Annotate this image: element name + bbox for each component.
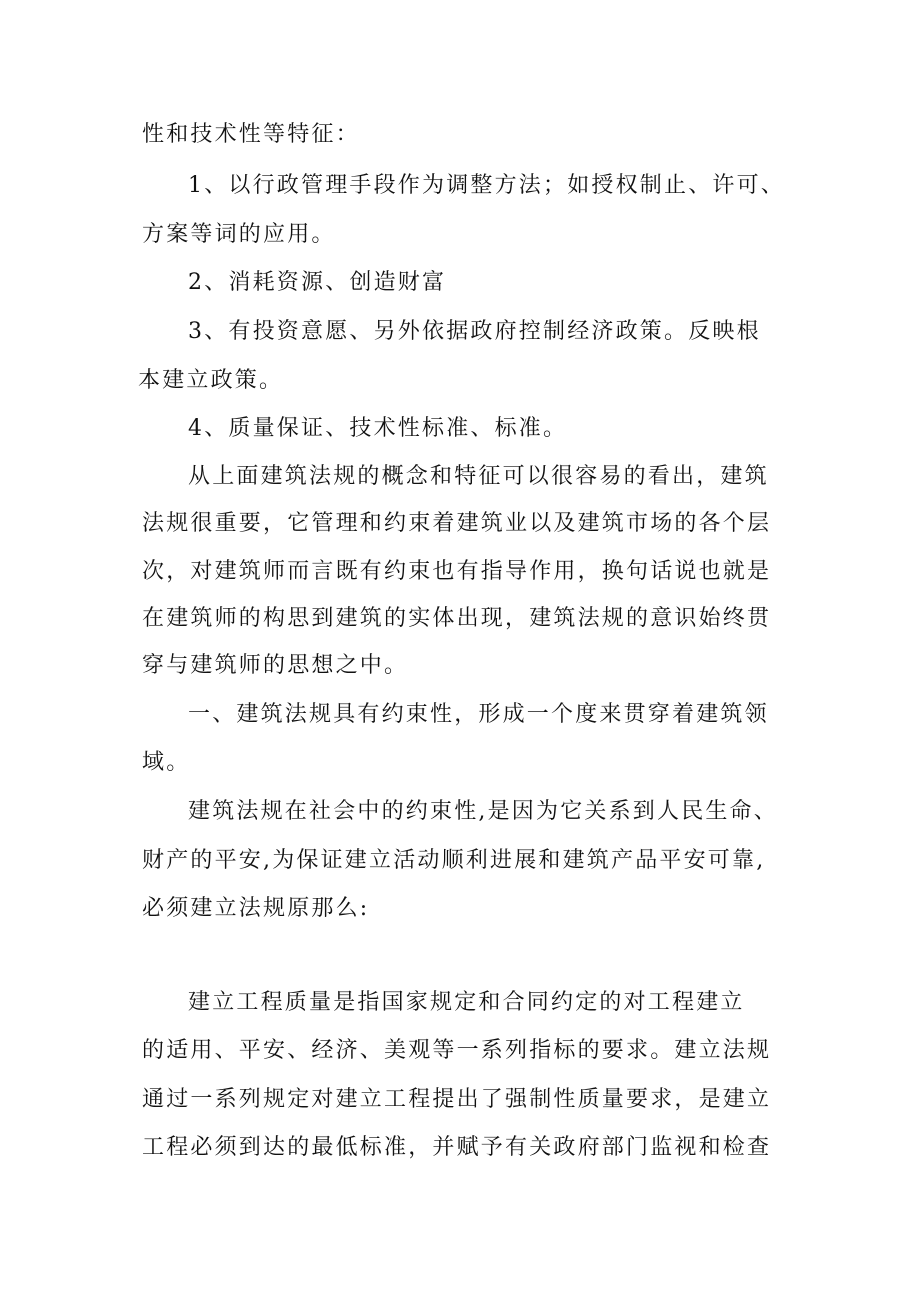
text-line: 从上面建筑法规的概念和特征可以很容易的看出，建筑 bbox=[188, 464, 769, 489]
text-line: 次，对建筑师而言既有约束也有指导作用，换句话说也就是 bbox=[142, 559, 772, 584]
text-line: 的适用、平安、经济、美观等一系列指标的要求。建立法规 bbox=[142, 1038, 772, 1063]
text-line: 通过一系列规定对建立工程提出了强制性质量要求，是建立 bbox=[142, 1087, 772, 1112]
text-line: 建立工程质量是指国家规定和合同约定的对工程建立 bbox=[188, 990, 745, 1015]
text-line: 性和技术性等特征： bbox=[142, 122, 360, 147]
text-line: 本建立政策。 bbox=[138, 368, 284, 393]
text-line: 1、以行政管理手段作为调整方法；如授权制止、许可、 bbox=[188, 173, 785, 198]
text-line: 2、消耗资源、创造财富 bbox=[188, 270, 447, 295]
text-line: 域。 bbox=[142, 750, 191, 775]
text-line: 3、有投资意愿、另外依据政府控制经济政策。反映根 bbox=[188, 319, 761, 344]
text-line: 4、质量保证、技术性标准、标准。 bbox=[188, 416, 568, 441]
text-line: 工程必须到达的最低标准，并赋予有关政府部门监视和检查 bbox=[142, 1135, 772, 1160]
text-line: 方案等词的应用。 bbox=[142, 222, 336, 247]
text-line: 一、建筑法规具有约束性，形成一个度来贯穿着建筑领 bbox=[188, 702, 769, 727]
text-line: 在建筑师的构思到建筑的实体出现，建筑法规的意识始终贯 bbox=[142, 606, 772, 631]
text-line: 财产的平安,为保证建立活动顺利进展和建筑产品平安可靠, bbox=[142, 848, 766, 873]
text-line: 法规很重要，它管理和约束着建筑业以及建筑市场的各个层 bbox=[142, 511, 772, 536]
text-line: 穿与建筑师的思想之中。 bbox=[142, 653, 409, 678]
text-line: 必须建立法规原那么: bbox=[142, 896, 370, 921]
text-line: 建筑法规在社会中的约束性,是因为它关系到人民生命、 bbox=[188, 799, 778, 824]
